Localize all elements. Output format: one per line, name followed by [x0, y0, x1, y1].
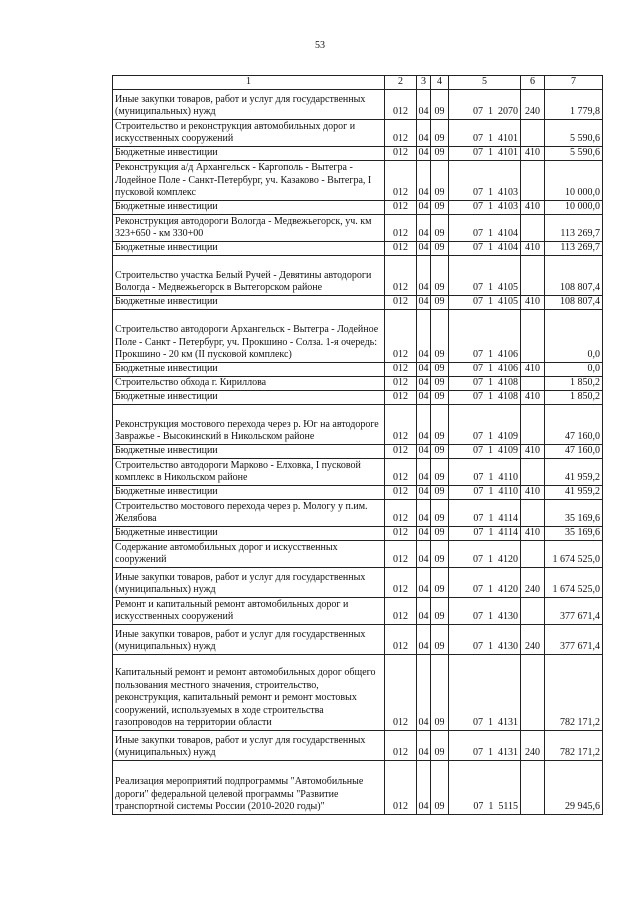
row-expense-type-cell: 410 — [521, 146, 545, 160]
row-expense-type-cell — [521, 760, 545, 814]
row-target-article-cell: 07 1 4104 — [449, 214, 521, 241]
row-target-article-cell: 07 1 4103 — [449, 200, 521, 214]
row-section-cell: 04 — [418, 147, 429, 158]
row-subsection-cell: 09 — [431, 624, 449, 654]
row-section-cell: 04 — [418, 201, 429, 212]
row-expense-type-cell — [521, 160, 545, 200]
row-expense-type-cell: 240 — [521, 567, 545, 597]
row-code-cell: 012 — [385, 526, 417, 540]
header-cell: 4 — [431, 76, 449, 90]
row-target-article-cell: 07 1 4120 — [449, 567, 521, 597]
row-expense-type-cell: 240 — [521, 89, 545, 119]
table-row — [113, 485, 603, 499]
row-section-cell: 04 — [417, 119, 431, 146]
row-name-cell: Ремонт и капитальный ремонт автомобильных дорог и искусственных сооружений — [113, 597, 385, 624]
row-expense-type-cell: 410 — [521, 526, 545, 540]
table-row — [113, 255, 603, 295]
row-name-cell: Бюджетные инвестиции — [113, 390, 385, 404]
row-name-cell: Бюджетные инвестиции — [113, 485, 385, 499]
row-target-article-cell: 07 1 4101 — [449, 146, 521, 160]
row-target-article-cell: 07 1 4110 — [449, 458, 521, 485]
table-row — [113, 458, 603, 485]
row-subsection-cell: 09 — [431, 362, 449, 376]
table-row — [113, 404, 603, 444]
row-target-article-cell: 07 1 4103 — [449, 160, 521, 200]
row-subsection-cell: 09 — [431, 540, 449, 567]
row-code-cell: 012 — [385, 295, 417, 309]
row-amount-cell: 1 850,2 — [545, 390, 603, 404]
table-row — [113, 295, 603, 309]
row-amount-cell: 1 674 525,0 — [545, 540, 603, 567]
row-code-cell: 012 — [385, 654, 417, 730]
row-name-cell: Бюджетные инвестиции — [113, 146, 385, 160]
row-target-article-cell: 07 1 4109 — [449, 404, 521, 444]
row-code-cell: 012 — [385, 160, 417, 200]
row-expense-type-cell: 240 — [521, 624, 545, 654]
row-code-cell: 012 — [385, 540, 417, 567]
row-code-cell: 012 — [385, 255, 417, 295]
table-row — [113, 654, 603, 730]
row-expense-type-cell: 240 — [521, 730, 545, 760]
row-expense-type-cell — [521, 597, 545, 624]
row-amount-cell: 0,0 — [545, 362, 603, 376]
table-row — [113, 146, 603, 160]
row-section-cell: 04 — [417, 160, 431, 200]
page-number: 53 — [315, 40, 325, 51]
row-name-cell: Строительство и реконструкция автомобильных дорог и искусственных сооружений — [113, 119, 385, 146]
row-amount-cell: 5 590,6 — [545, 146, 603, 160]
row-subsection-cell: 09 — [431, 485, 449, 499]
row-subsection-cell: 09 — [431, 499, 449, 526]
table-row — [113, 119, 603, 146]
table-row — [113, 200, 603, 214]
row-target-article-cell: 07 1 4110 — [449, 485, 521, 499]
row-code-cell: 012 — [385, 444, 417, 458]
row-expense-type-cell — [521, 654, 545, 730]
row-name-cell: Строительство автодороги Марково - Елховка, I пусковой комплекс в Никольском районе — [113, 458, 385, 485]
row-name-cell: Бюджетные инвестиции — [113, 200, 385, 214]
row-expense-type-cell — [521, 458, 545, 485]
table-row — [113, 241, 603, 255]
row-amount-cell: 35 169,6 — [545, 526, 603, 540]
row-code-cell: 012 — [385, 362, 417, 376]
row-target-article-cell: 07 1 4106 — [449, 362, 521, 376]
row-amount-cell: 113 269,7 — [545, 214, 603, 241]
row-amount-cell: 1 674 525,0 — [545, 567, 603, 597]
row-code-cell: 012 — [385, 458, 417, 485]
row-subsection-cell: 09 — [431, 119, 449, 146]
header-cell: 1 — [113, 76, 385, 90]
table-row — [113, 526, 603, 540]
table-row — [113, 760, 603, 814]
row-section-cell: 04 — [418, 527, 429, 538]
row-subsection-cell: 09 — [431, 526, 449, 540]
row-section-cell: 04 — [417, 89, 431, 119]
row-code-cell: 012 — [385, 730, 417, 760]
row-section-cell: 04 — [417, 760, 431, 814]
table-row — [113, 624, 603, 654]
row-subsection-cell: 09 — [431, 730, 449, 760]
row-amount-cell: 0,0 — [545, 309, 603, 362]
row-amount-cell: 35 169,6 — [545, 499, 603, 526]
row-name-cell: Бюджетные инвестиции — [113, 241, 385, 255]
row-amount-cell: 29 945,6 — [545, 760, 603, 814]
table-row — [113, 376, 603, 390]
row-section-cell: 04 — [417, 597, 431, 624]
row-code-cell: 012 — [385, 760, 417, 814]
row-subsection-cell: 09 — [431, 241, 449, 255]
row-name-cell: Бюджетные инвестиции — [113, 526, 385, 540]
row-name-cell: Иные закупки товаров, работ и услуг для государственных (муниципальных) нужд — [113, 567, 385, 597]
row-section-cell: 04 — [417, 730, 431, 760]
row-code-cell: 012 — [385, 597, 417, 624]
row-section-cell: 04 — [418, 296, 429, 307]
row-target-article-cell: 07 1 4101 — [449, 119, 521, 146]
row-target-article-cell: 07 1 4106 — [449, 309, 521, 362]
row-expense-type-cell — [521, 376, 545, 390]
row-target-article-cell: 07 1 4130 — [449, 624, 521, 654]
table-row — [113, 567, 603, 597]
row-section-cell: 04 — [418, 445, 429, 456]
row-subsection-cell: 09 — [431, 444, 449, 458]
row-target-article-cell: 07 1 5115 — [449, 760, 521, 814]
table-row — [113, 499, 603, 526]
row-subsection-cell: 09 — [431, 376, 449, 390]
row-code-cell: 012 — [385, 499, 417, 526]
row-subsection-cell: 09 — [431, 390, 449, 404]
row-subsection-cell: 09 — [431, 200, 449, 214]
row-name-cell: Реконструкция мостового перехода через р. Юг на автодороге Завражье - Высокинский в Никольском районе — [113, 404, 385, 444]
row-expense-type-cell — [521, 404, 545, 444]
row-section-cell: 04 — [418, 377, 429, 388]
row-subsection-cell: 09 — [431, 309, 449, 362]
header-cell: 7 — [545, 76, 603, 90]
row-expense-type-cell: 410 — [521, 295, 545, 309]
row-subsection-cell: 09 — [431, 597, 449, 624]
table-row — [113, 89, 603, 119]
row-target-article-cell: 07 1 4114 — [449, 526, 521, 540]
row-code-cell: 012 — [385, 404, 417, 444]
table-row — [113, 160, 603, 200]
row-section-cell: 04 — [417, 309, 431, 362]
row-code-cell: 012 — [385, 624, 417, 654]
row-subsection-cell: 09 — [431, 458, 449, 485]
row-amount-cell: 10 000,0 — [545, 200, 603, 214]
row-target-article-cell: 07 1 4109 — [449, 444, 521, 458]
row-target-article-cell: 07 1 4130 — [449, 597, 521, 624]
row-name-cell: Строительство автодороги Архангельск - Вытегра - Лодейное Поле - Санкт - Петербург, уч. Прокшино - Солза. 1-я очередь: Прокшино - 20 км (II пусковой комплекс) — [113, 309, 385, 362]
header-cell: 3 — [417, 76, 431, 90]
row-amount-cell: 47 160,0 — [545, 404, 603, 444]
row-name-cell: Бюджетные инвестиции — [113, 295, 385, 309]
header-row — [113, 76, 603, 90]
row-name-cell: Бюджетные инвестиции — [113, 362, 385, 376]
row-name-cell: Содержание автомобильных дорог и искусственных сооружений — [113, 540, 385, 567]
row-amount-cell: 41 959,2 — [545, 458, 603, 485]
row-expense-type-cell — [521, 214, 545, 241]
row-target-article-cell: 07 1 4105 — [449, 255, 521, 295]
row-section-cell: 04 — [418, 242, 429, 253]
row-subsection-cell: 09 — [431, 654, 449, 730]
row-code-cell: 012 — [385, 214, 417, 241]
row-expense-type-cell — [521, 119, 545, 146]
row-code-cell: 012 — [385, 390, 417, 404]
table-row — [113, 597, 603, 624]
row-section-cell: 04 — [418, 486, 429, 497]
row-section-cell: 04 — [417, 214, 431, 241]
row-name-cell: Иные закупки товаров, работ и услуг для государственных (муниципальных) нужд — [113, 89, 385, 119]
row-name-cell: Реализация мероприятий подпрограммы "Автомобильные дороги" федеральной целевой программы "Развитие транспортной системы России (2010-2020 годы)" — [113, 760, 385, 814]
table-row — [113, 540, 603, 567]
row-amount-cell: 47 160,0 — [545, 444, 603, 458]
row-target-article-cell: 07 1 4131 — [449, 730, 521, 760]
row-target-article-cell: 07 1 4114 — [449, 499, 521, 526]
row-subsection-cell: 09 — [431, 255, 449, 295]
row-code-cell: 012 — [385, 485, 417, 499]
row-target-article-cell: 07 1 2070 — [449, 89, 521, 119]
row-name-cell: Бюджетные инвестиции — [113, 444, 385, 458]
row-expense-type-cell: 410 — [521, 390, 545, 404]
row-expense-type-cell — [521, 540, 545, 567]
row-name-cell: Капитальный ремонт и ремонт автомобильных дорог общего пользования местного значения, строительство, реконструкция, капитальный ремонт и ремонт мостовых сооружений, используемых в ходе строительства газопроводов на территории области — [113, 654, 385, 730]
row-code-cell: 012 — [385, 241, 417, 255]
row-amount-cell: 377 671,4 — [545, 624, 603, 654]
row-subsection-cell: 09 — [431, 160, 449, 200]
row-expense-type-cell: 410 — [521, 485, 545, 499]
row-section-cell: 04 — [417, 624, 431, 654]
row-name-cell: Иные закупки товаров, работ и услуг для государственных (муниципальных) нужд — [113, 730, 385, 760]
table-row — [113, 309, 603, 362]
row-code-cell: 012 — [385, 89, 417, 119]
row-code-cell: 012 — [385, 309, 417, 362]
header-cell: 2 — [385, 76, 417, 90]
row-section-cell: 04 — [417, 540, 431, 567]
row-subsection-cell: 09 — [431, 214, 449, 241]
row-name-cell: Иные закупки товаров, работ и услуг для государственных (муниципальных) нужд — [113, 624, 385, 654]
row-amount-cell: 1 779,8 — [545, 89, 603, 119]
row-expense-type-cell: 410 — [521, 241, 545, 255]
row-amount-cell: 41 959,2 — [545, 485, 603, 499]
row-amount-cell: 1 850,2 — [545, 376, 603, 390]
row-amount-cell: 377 671,4 — [545, 597, 603, 624]
table-row — [113, 444, 603, 458]
row-section-cell: 04 — [417, 255, 431, 295]
row-expense-type-cell: 410 — [521, 444, 545, 458]
row-subsection-cell: 09 — [431, 404, 449, 444]
row-expense-type-cell: 410 — [521, 200, 545, 214]
row-code-cell: 012 — [385, 567, 417, 597]
row-amount-cell: 10 000,0 — [545, 160, 603, 200]
row-section-cell: 04 — [417, 458, 431, 485]
row-code-cell: 012 — [385, 146, 417, 160]
row-subsection-cell: 09 — [431, 146, 449, 160]
header-cell: 5 — [449, 76, 521, 90]
row-expense-type-cell — [521, 499, 545, 526]
row-subsection-cell: 09 — [431, 89, 449, 119]
row-target-article-cell: 07 1 4104 — [449, 241, 521, 255]
table-row — [113, 214, 603, 241]
row-subsection-cell: 09 — [431, 295, 449, 309]
row-name-cell: Реконструкция а/д Архангельск - Каргополь - Вытегра - Лодейное Поле - Санкт-Петербург, уч. Казаково - Вытегра, I пусковой комплекс — [113, 160, 385, 200]
row-name-cell: Реконструкция автодороги Вологда - Медвежьегорск, уч. км 323+650 - км 330+00 — [113, 214, 385, 241]
row-target-article-cell: 07 1 4108 — [449, 390, 521, 404]
header-cell: 6 — [521, 76, 545, 90]
row-amount-cell: 782 171,2 — [545, 730, 603, 760]
row-code-cell: 012 — [385, 200, 417, 214]
row-code-cell: 012 — [385, 376, 417, 390]
row-section-cell: 04 — [418, 391, 429, 402]
row-expense-type-cell — [521, 255, 545, 295]
budget-table — [112, 75, 603, 815]
row-section-cell: 04 — [417, 567, 431, 597]
row-name-cell: Строительство мостового перехода через р. Мологу у п.им. Желябова — [113, 499, 385, 526]
row-expense-type-cell — [521, 309, 545, 362]
table-row — [113, 390, 603, 404]
table-row — [113, 730, 603, 760]
row-name-cell: Строительство обхода г. Кириллова — [113, 376, 385, 390]
row-code-cell: 012 — [385, 119, 417, 146]
table-row — [113, 362, 603, 376]
row-section-cell: 04 — [418, 363, 429, 374]
row-target-article-cell: 07 1 4105 — [449, 295, 521, 309]
row-target-article-cell: 07 1 4131 — [449, 654, 521, 730]
row-section-cell: 04 — [417, 654, 431, 730]
row-name-cell: Строительство участка Белый Ручей - Девятины автодороги Вологда - Медвежьегорск в Вытегорском районе — [113, 255, 385, 295]
row-target-article-cell: 07 1 4108 — [449, 376, 521, 390]
row-amount-cell: 108 807,4 — [545, 295, 603, 309]
row-section-cell: 04 — [417, 404, 431, 444]
row-target-article-cell: 07 1 4120 — [449, 540, 521, 567]
row-amount-cell: 5 590,6 — [545, 119, 603, 146]
row-section-cell: 04 — [417, 499, 431, 526]
row-amount-cell: 782 171,2 — [545, 654, 603, 730]
row-subsection-cell: 09 — [431, 760, 449, 814]
row-amount-cell: 113 269,7 — [545, 241, 603, 255]
row-amount-cell: 108 807,4 — [545, 255, 603, 295]
row-expense-type-cell: 410 — [521, 362, 545, 376]
row-subsection-cell: 09 — [431, 567, 449, 597]
